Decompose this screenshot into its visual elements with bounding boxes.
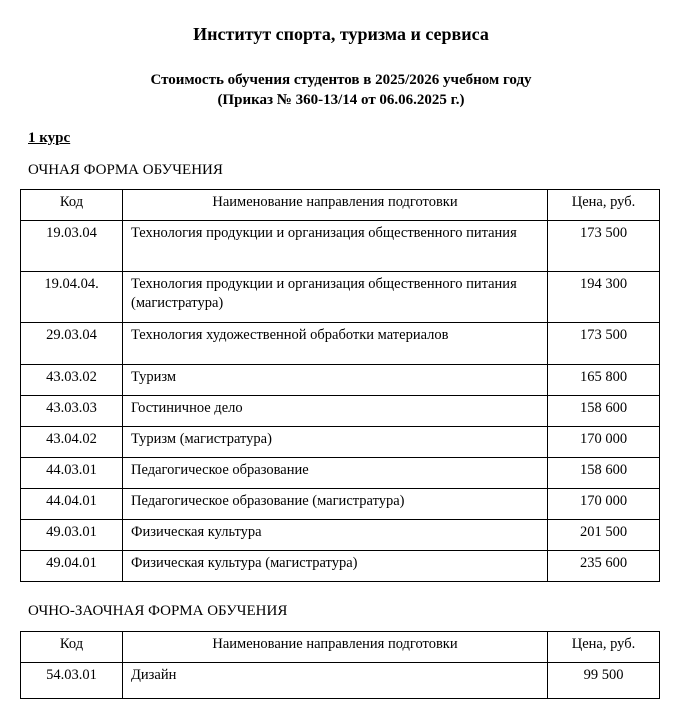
cell-price: 235 600 (548, 551, 660, 582)
table-row (21, 323, 660, 365)
cell-price: 99 500 (548, 663, 660, 699)
header-code: Код (21, 632, 123, 663)
cell-name: Педагогическое образование (магистратура) (123, 489, 548, 520)
table-header-row (21, 632, 660, 663)
cell-name: Туризм (123, 365, 548, 396)
cell-code: 43.03.02 (21, 365, 123, 396)
cell-price: 165 800 (548, 365, 660, 396)
cell-price: 201 500 (548, 520, 660, 551)
page-title: Институт спорта, туризма и сервиса (193, 24, 489, 44)
cell-code: 44.04.01 (21, 489, 123, 520)
table-row (21, 272, 660, 323)
header-code: Код (21, 190, 123, 221)
cell-price: 158 600 (548, 396, 660, 427)
cell-price: 173 500 (548, 323, 660, 365)
cell-code: 44.03.01 (21, 458, 123, 489)
cell-code: 54.03.01 (21, 663, 123, 699)
header-name: Наименование направления подготовки (123, 632, 548, 663)
cell-code: 49.04.01 (21, 551, 123, 582)
cell-name: Технология продукции и организация общественного питания (123, 221, 548, 272)
cell-code: 49.03.01 (21, 520, 123, 551)
table-row (21, 221, 660, 272)
cell-price: 194 300 (548, 272, 660, 323)
table-row (21, 427, 660, 458)
cell-code: 43.04.02 (21, 427, 123, 458)
table-row (21, 520, 660, 551)
course-label: 1 курс (28, 130, 71, 146)
header-name: Наименование направления подготовки (123, 190, 548, 221)
cell-price: 158 600 (548, 458, 660, 489)
cell-name: Физическая культура (123, 520, 548, 551)
table-row (21, 551, 660, 582)
header-price: Цена, руб. (548, 632, 660, 663)
table-row (21, 396, 660, 427)
cell-price: 170 000 (548, 427, 660, 458)
table-row (21, 489, 660, 520)
part-time-price-table (20, 631, 660, 699)
cell-name: Физическая культура (магистратура) (123, 551, 548, 582)
cell-price: 170 000 (548, 489, 660, 520)
cell-code: 43.03.03 (21, 396, 123, 427)
cell-name: Гостиничное дело (123, 396, 548, 427)
section-heading-full-time: ОЧНАЯ ФОРМА ОБУЧЕНИЯ (28, 162, 223, 178)
table-row (21, 663, 660, 699)
section-heading-part-time: ОЧНО-ЗАОЧНАЯ ФОРМА ОБУЧЕНИЯ (28, 603, 288, 619)
full-time-price-table (20, 189, 660, 582)
cell-name: Педагогическое образование (123, 458, 548, 489)
table-row (21, 458, 660, 489)
cell-code: 29.03.04 (21, 323, 123, 365)
table-header-row (21, 190, 660, 221)
table-row (21, 365, 660, 396)
cell-code: 19.03.04 (21, 221, 123, 272)
cell-name: Туризм (магистратура) (123, 427, 548, 458)
cell-name: Дизайн (123, 663, 548, 699)
cell-price: 173 500 (548, 221, 660, 272)
subtitle-cost: Стоимость обучения студентов в 2025/2026 учебном году (150, 72, 532, 88)
cell-name: Технология художественной обработки материалов (123, 323, 548, 365)
subtitle-order: (Приказ № 360-13/14 от 06.06.2025 г.) (217, 92, 465, 108)
cell-name: Технология продукции и организация общественного питания (магистратура) (123, 272, 548, 323)
header-price: Цена, руб. (548, 190, 660, 221)
cell-code: 19.04.04. (21, 272, 123, 323)
